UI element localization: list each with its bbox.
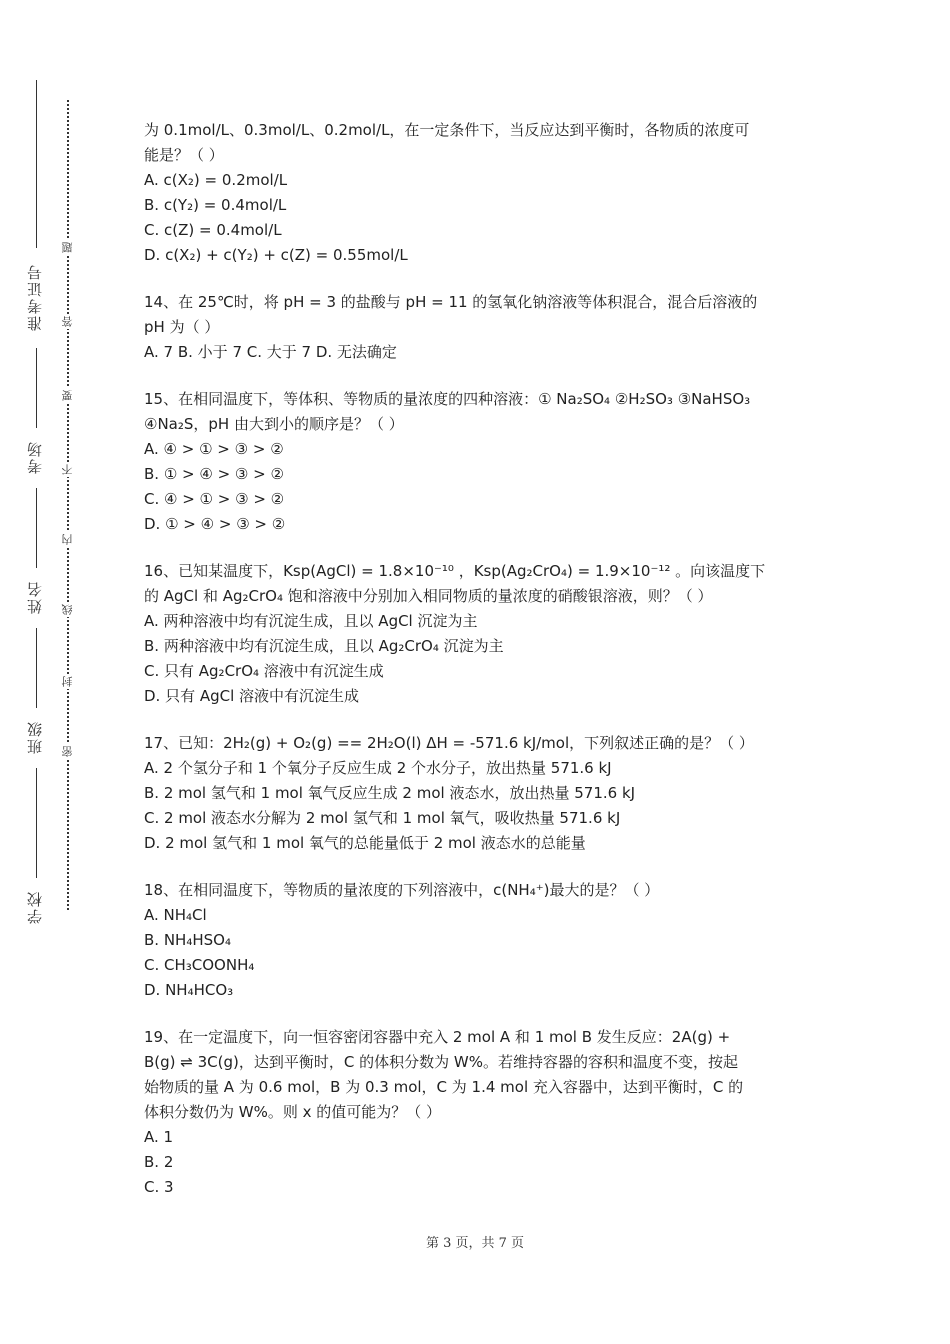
option-b: B. c(Y₂) = 0.4mol/L [144,196,287,214]
exam-id-line [36,80,37,248]
question-text: 18、在相同温度下，等物质的量浓度的下列溶液中，c(NH₄⁺)最大的是？（ ） [144,881,660,899]
option-c: C. c(Z) = 0.4mol/L [144,221,282,239]
school-line [36,768,37,878]
seal-char: 封 [61,676,74,687]
question-text: 为 0.1mol/L、0.3mol/L、0.2mol/L，在一定条件下，当反应达到平衡时，各物质的浓度可 [144,121,750,139]
option-c: C. ④ > ① > ③ > ② [144,490,285,508]
seal-char: 不 [61,464,74,475]
question-text: 能是？（ ） [144,146,224,164]
name-line [36,488,37,568]
option-a: A. NH₄Cl [144,906,207,924]
question-16 [144,559,814,709]
option-a: A. 两种溶液中均有沉淀生成，且以 AgCl 沉淀为主 [144,612,478,630]
question-text: 15、在相同温度下，等体积、等物质的量浓度的四种溶液：① Na₂SO₄ ②H₂SO₃ ③NaHSO₃ [144,390,751,408]
name-label: 姓名 [26,580,44,614]
option-b: B. NH₄HSO₄ [144,931,231,949]
seal-char: 答 [61,316,74,327]
class-line [36,628,37,708]
question-17 [144,731,814,856]
option-d: D. NH₄HCO₃ [144,981,234,999]
option-a: A. 2 个氢分子和 1 个氧分子反应生成 2 个水分子，放出热量 571.6 kJ [144,759,612,777]
seal-char: 密 [61,746,74,757]
seal-char: 线 [61,604,74,615]
option-b: B. 两种溶液中均有沉淀生成，且以 Ag₂CrO₄ 沉淀为主 [144,637,504,655]
question-13-continued [144,118,814,268]
question-18 [144,878,814,1003]
option-a: A. ④ > ① > ③ > ② [144,440,284,458]
option-d: D. 2 mol 氢气和 1 mol 氧气的总能量低于 2 mol 液态水的总能量 [144,834,586,852]
option-b: B. 2 mol 氢气和 1 mol 氧气反应生成 2 mol 液态水，放出热量 571.6 kJ [144,784,636,802]
option-a: A. c(X₂) = 0.2mol/L [144,171,288,189]
question-text: 始物质的量 A 为 0.6 mol，B 为 0.3 mol，C 为 1.4 mol 充入容器中，达到平衡时，C 的 [144,1078,744,1096]
question-text: 19、在一定温度下，向一恒容密闭容器中充入 2 mol A 和 1 mol B 发生反应：2A(g) + [144,1028,731,1046]
question-text: 14、在 25℃时，将 pH = 3 的盐酸与 pH = 11 的氢氧化钠溶液等体积混合，混合后溶液的 [144,293,758,311]
school-label: 学校 [26,890,44,924]
exam-id-label: 准考证号 [26,263,44,331]
question-text: pH 为（ ） [144,318,220,336]
question-14 [144,290,814,365]
question-19 [144,1025,814,1200]
option-d: D. c(X₂) + c(Y₂) + c(Z) = 0.55mol/L [144,246,408,264]
question-text: 17、已知：2H₂(g) + O₂(g) == 2H₂O(l) ΔH = -571.6 kJ/mol，下列叙述正确的是？（ ） [144,734,754,752]
options-inline: A. 7 B. 小于 7 C. 大于 7 D. 无法确定 [144,343,397,361]
seal-line [60,100,76,910]
binding-margin [18,80,54,940]
question-text: B(g) ⇌ 3C(g)，达到平衡时，C 的体积分数为 W%。若维持容器的容积和温度不变，按起 [144,1053,738,1071]
seal-dots [67,100,69,910]
option-d: D. 只有 AgCl 溶液中有沉淀生成 [144,687,360,705]
option-c: C. 只有 Ag₂CrO₄ 溶液中有沉淀生成 [144,662,384,680]
option-b: B. 2 [144,1153,174,1171]
question-text: 体积分数仍为 W%。则 x 的值可能为？（ ） [144,1103,442,1121]
option-a: A. 1 [144,1128,174,1146]
exam-room-label: 考场 [26,440,44,474]
seal-char: 内 [61,534,74,545]
question-text: 的 AgCl 和 Ag₂CrO₄ 饱和溶液中分别加入相同物质的量浓度的硝酸银溶液，则？（ ） [144,587,713,605]
exam-room-line [36,348,37,428]
question-15 [144,387,814,537]
option-b: B. ① > ④ > ③ > ② [144,465,284,483]
question-text: ④Na₂S，pH 由大到小的顺序是？（ ） [144,415,404,433]
page-number: 第 3 页，共 7 页 [425,1236,525,1251]
seal-char: 题 [61,242,74,253]
option-c: C. 2 mol 液态水分解为 2 mol 氢气和 1 mol 氧气，吸收热量 571.6 kJ [144,809,621,827]
option-c: C. 3 [144,1178,174,1196]
option-c: C. CH₃COONH₄ [144,956,255,974]
question-list [144,118,814,1222]
seal-char: 要 [61,390,74,401]
option-d: D. ① > ④ > ③ > ② [144,515,286,533]
question-text: 16、已知某温度下，Ksp(AgCl) = 1.8×10⁻¹⁰ ，Ksp(Ag₂CrO₄) = 1.9×10⁻¹² 。向该温度下 [144,562,766,580]
class-label: 班级 [26,720,44,754]
